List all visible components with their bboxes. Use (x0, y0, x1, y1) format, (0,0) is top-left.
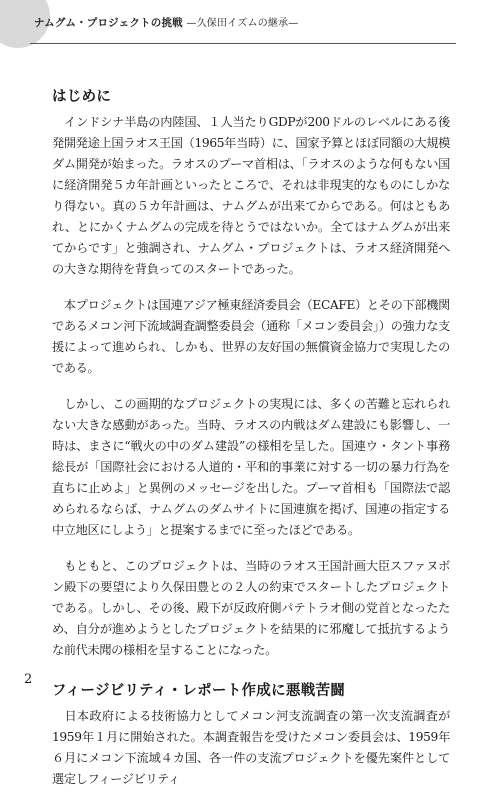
running-header (0, 0, 500, 58)
paragraph: 日本政府による技術協力としてメコン河支流調査の第一次支流調査が1959年１月に開始された。本調査報告を受けたメコン委員会は、1959年６月にメコン下流域４カ国、各一件の支流プロジェクトを優先案件として選定しフィージビリティ (52, 709, 450, 786)
header-rule (30, 43, 456, 44)
page-body (52, 68, 450, 805)
section-heading-introduction: はじめに (52, 89, 112, 105)
paragraph: インドシナ半島の内陸国、１人当たりGDPが200ドルのレベルにある後発開発途上国ラオス王国（1965年当時）に、国家予算とほぼ同額の大規模ダム開発が始まった。ラオスのプーマ首相は、「ラオスのような何もない国に経済開発５カ年計画といったところで、それは非現実的なものにしかなり得ない。真の５カ年計画は、ナムグムが出来てからである。何はともあれ、とにかくナムグムの完成を待とうではないか。全てはナムグムが出来てからです」と強調され、ナムグム・プロジェクトは、ラオス経済開発への大きな期待を背負ってのスタートであった。 (52, 115, 450, 276)
header-title: ナムグム・プロジェクトの挑戦 (34, 17, 183, 29)
paragraph: もともと、このプロジェクトは、当時のラオス王国計画大臣スファヌボン殿下の要望により久保田豊との２人の約束でスタートしたプロジェクトである。しかし、その後、殿下が反政府側パテトラオ側の党首となったため、自分が進めようとしたプロジェクトを結果的に邪魔して抵抗するような前代未聞の様相を呈することになった。 (52, 559, 450, 657)
paragraph: しかし、この画期的なプロジェクトの実現には、多くの苦難と忘れられない大きな感動があった。当時、ラオスの内戦はダム建設にも影響し、一時は、まさに“戦火の中のダム建設”の様相を呈した。国連ウ・タント事務総長が「国際社会における人道的・平和的事業に対する一切の暴力行為を直ちに止めよ」と異例のメッセージを出した。プーマ首相も「国際法で認められるならば、ナムグムのダムサイトに国連旗を掲げ、国連の指定する中立地区にしよう」と提案するまでに至ったほどである。 (52, 397, 450, 537)
section-heading-feasibility-report: フィージビリティ・レポート作成に悪戦苦闘 (52, 683, 346, 699)
page-number: 2 (24, 672, 33, 687)
header-text (34, 14, 299, 30)
header-subtitle: —久保田イズムの継承— (186, 18, 299, 29)
paragraph: 本プロジェクトは国連アジア極東経済委員会（ECAFE）とその下部機関であるメコン河下流域調査調整委員会（通称「メコン委員会」）の強力な支援によって進められ、しかも、世界の友好国の無償資金協力で実現したのである。 (52, 298, 450, 375)
